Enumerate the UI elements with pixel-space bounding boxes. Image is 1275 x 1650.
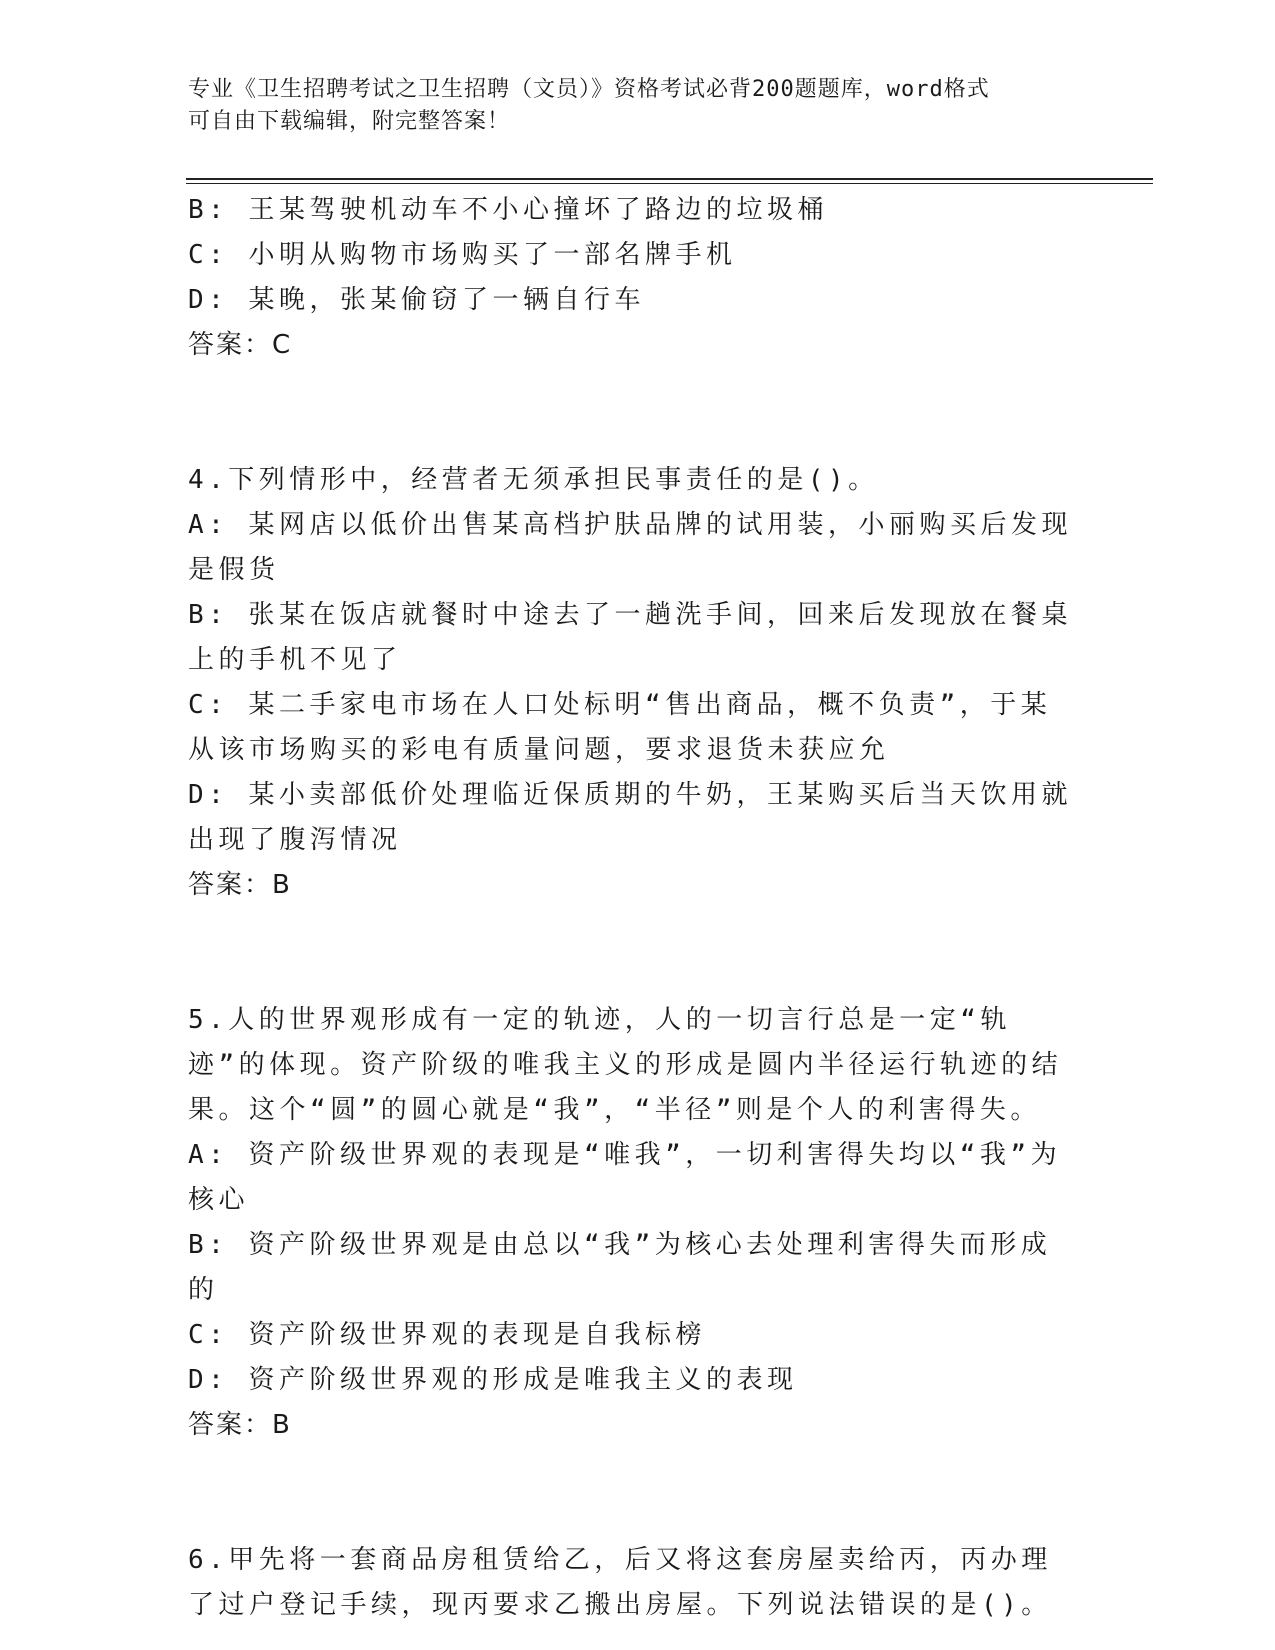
header-divider-thick [186,178,1153,180]
option-d: D: 资产阶级世界观的形成是唯我主义的表现 [188,1365,798,1395]
question-6 [188,1538,1078,1628]
question-4 [188,458,1078,908]
option-c: C: 小明从购物市场购买了一部名牌手机 [188,240,737,270]
question-content [188,188,1078,1628]
answer-line: 答案：B [188,870,292,900]
question-text: 4.下列情形中，经营者无须承担民事责任的是()。 [188,465,879,495]
option-c: C: 资产阶级世界观的表现是自我标榜 [188,1320,706,1350]
question-text: 5.人的世界观形成有一定的轨迹，人的一切言行总是一定“轨迹”的体现。资产阶级的唯我主义的形成是圆内半径运行轨迹的结果。这个“圆”的圆心就是“我”，“半径”则是个人的利害得失。 [188,1005,1063,1125]
option-a: A: 某网店以低价出售某高档护肤品牌的试用装，小丽购买后发现是假货 [188,510,1072,585]
question-5 [188,998,1078,1448]
header-line-2: 可自由下载编辑，附完整答案！ [188,109,511,134]
option-d: D: 某晚，张某偷窃了一辆自行车 [188,285,645,315]
header-line-1: 专业《卫生招聘考试之卫生招聘（文员）》资格考试必背200题题库，word格式 [188,77,990,102]
option-b: B: 资产阶级世界观是由总以“我”为核心去处理利害得失而形成的 [188,1230,1052,1305]
answer-line: 答案：B [188,1410,292,1440]
option-a: A: 资产阶级世界观的表现是“唯我”，一切利害得失均以“我”为核心 [188,1140,1062,1215]
option-b: B: 张某在饭店就餐时中途去了一趟洗手间，回来后发现放在餐桌上的手机不见了 [188,600,1072,675]
option-d: D: 某小卖部低价处理临近保质期的牛奶，王某购买后当天饮用就出现了腹泻情况 [188,780,1072,855]
option-c: C: 某二手家电市场在人口处标明“售出商品，概不负责”，于某从该市场购买的彩电有质量问题，要求退货未获应允 [188,690,1052,765]
document-header [188,74,1068,138]
answer-line: 答案：C [188,330,293,360]
question-3 [188,188,1078,368]
option-b: B: 王某驾驶机动车不小心撞坏了路边的垃圾桶 [188,195,828,225]
question-text: 6.甲先将一套商品房租赁给乙，后又将这套房屋卖给丙，丙办理了过户登记手续，现丙要求乙搬出房屋。下列说法错误的是()。 [188,1545,1052,1620]
header-divider-thin [186,183,1153,184]
